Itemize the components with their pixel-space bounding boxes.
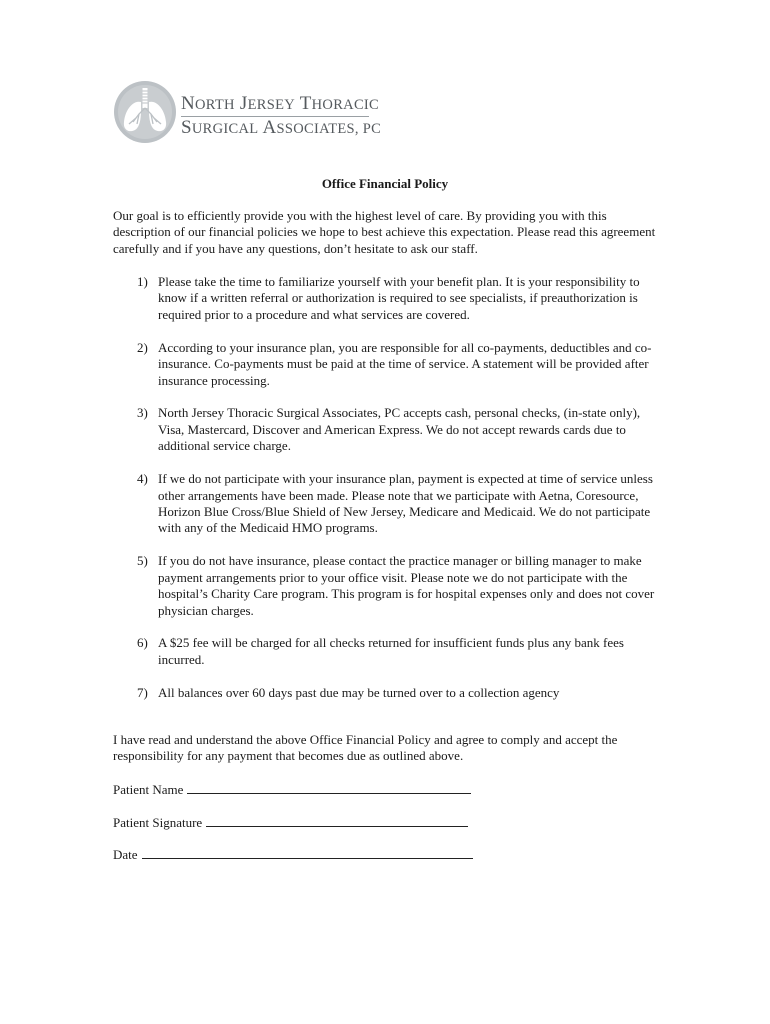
logo-word: ORTH bbox=[195, 97, 235, 113]
policy-item-number: 3) bbox=[137, 405, 148, 421]
policy-item-text: North Jersey Thoracic Surgical Associates, PC accepts cash, personal checks, (in-state only), Visa, Mastercard, Discover and American Express. We do not accept rewards cards due to additional service charge. bbox=[158, 405, 641, 454]
policy-item-text: Please take the time to familiarize yourself with your benefit plan. It is your responsibility to know if a written referral or authorization is required to see specialists, if preauthorization is required prior to a procedure and what services are covered. bbox=[158, 274, 640, 322]
policy-item-text: If we do not participate with your insurance plan, payment is expected at time of service unless other arrangements have been made. Please note that we participate with Aetna, Coresource, Horizon Blue Cross/Blue Shield of New Jersey, Medicare and Medicaid. We do not participate with any of the Medicaid HMO programs. bbox=[158, 471, 653, 536]
logo-word: SSOCIATES bbox=[276, 121, 355, 137]
lungs-icon bbox=[113, 80, 177, 144]
patient-signature-field[interactable] bbox=[113, 814, 468, 831]
logo-letter: T bbox=[299, 93, 312, 114]
policy-item bbox=[113, 405, 661, 454]
practice-name-line1 bbox=[181, 93, 379, 115]
agreement-statement: I have read and understand the above Office Financial Policy and agree to comply and accept the responsibility for any payment that becomes due as outlined above. bbox=[113, 732, 618, 764]
patient-signature-label: Patient Signature bbox=[113, 815, 203, 830]
practice-logo bbox=[113, 80, 413, 146]
date-label: Date bbox=[113, 847, 138, 862]
patient-signature-line[interactable] bbox=[206, 814, 468, 827]
patient-name-line[interactable] bbox=[187, 781, 471, 794]
intro-paragraph: Our goal is to efficiently provide you with the highest level of care. By providing you with this description of our financial policies we hope to best achieve this expectation. Please read this agreement carefully and if you have any questions, don’t hesitate to ask our staff. bbox=[113, 208, 656, 256]
logo-letter: A bbox=[262, 117, 277, 138]
policy-item-number: 2) bbox=[137, 339, 148, 355]
document-title: Office Financial Policy bbox=[321, 176, 449, 191]
patient-name-field[interactable] bbox=[113, 781, 471, 798]
logo-letter: N bbox=[181, 93, 196, 114]
policy-item bbox=[113, 553, 661, 619]
policy-item-text: A $25 fee will be charged for all checks returned for insufficient funds plus any bank fees incurred. bbox=[158, 635, 624, 667]
logo-word: HORACIC bbox=[311, 97, 380, 113]
policy-item-text: According to your insurance plan, you are responsible for all co-payments, deductibles and co-insurance. Co-payments must be paid at the time of service. A statement will be provided after insurance processing. bbox=[158, 339, 652, 388]
policy-item bbox=[113, 340, 661, 389]
logo-word: URGICAL bbox=[191, 121, 259, 137]
policy-item bbox=[113, 635, 661, 668]
policy-item-number: 4) bbox=[137, 471, 148, 487]
policy-item-number: 1) bbox=[137, 274, 148, 289]
patient-name-label: Patient Name bbox=[113, 782, 184, 797]
policy-item bbox=[113, 685, 661, 701]
date-field[interactable] bbox=[113, 846, 473, 863]
logo-suffix: , PC bbox=[354, 121, 382, 137]
policy-list bbox=[113, 274, 661, 718]
policy-item-text: All balances over 60 days past due may be turned over to a collection agency bbox=[158, 684, 560, 700]
date-line[interactable] bbox=[142, 846, 473, 859]
logo-word: ERSEY bbox=[247, 97, 296, 113]
policy-item-number: 7) bbox=[137, 684, 148, 700]
policy-item-number: 6) bbox=[137, 635, 148, 651]
logo-letter: S bbox=[181, 117, 192, 138]
logo-letter: J bbox=[239, 93, 248, 114]
policy-item bbox=[113, 471, 661, 537]
policy-item-text: If you do not have insurance, please contact the practice manager or billing manager to make payment arrangements prior to your office visit. Please note we do not participate with the hospital’s Charity Care program. This program is for hospital expenses only and does not cover physician charges. bbox=[158, 553, 655, 618]
logo-divider bbox=[181, 116, 369, 117]
practice-name-line2 bbox=[181, 117, 381, 139]
policy-item bbox=[113, 274, 661, 323]
policy-item-number: 5) bbox=[137, 553, 148, 569]
